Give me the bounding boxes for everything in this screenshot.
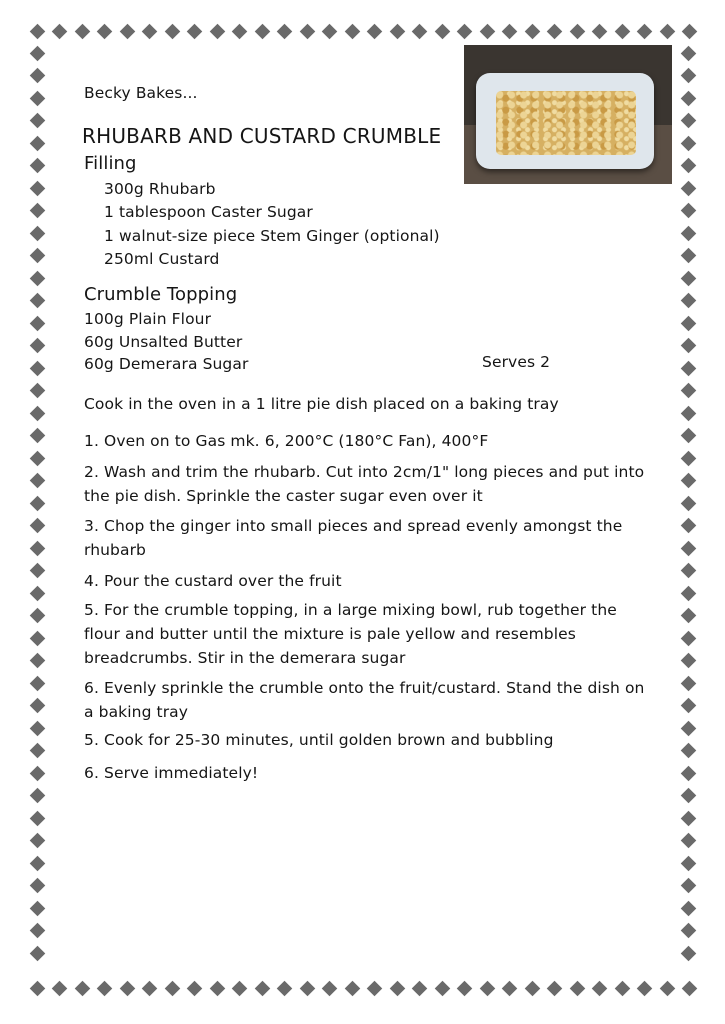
border-diamond [680, 810, 696, 826]
border-diamond [680, 293, 696, 309]
border-diamond [29, 630, 45, 646]
border-diamond [29, 293, 45, 309]
border-diamond [680, 45, 696, 61]
border-diamond [547, 23, 563, 39]
border-diamond [29, 225, 45, 241]
border-diamond [29, 23, 45, 39]
border-diamond [29, 980, 45, 996]
border-diamond [29, 68, 45, 84]
border-diamond [680, 900, 696, 916]
border-diamond [680, 383, 696, 399]
border-diamond [29, 338, 45, 354]
border-diamond [29, 698, 45, 714]
border-diamond [299, 980, 315, 996]
step-7: 5. Cook for 25-30 minutes, until golden brown and bubbling [84, 731, 554, 749]
step-4: 4. Pour the custard over the fruit [84, 572, 342, 590]
border-diamond [637, 23, 653, 39]
border-diamond [680, 405, 696, 421]
border-diamond [29, 900, 45, 916]
border-diamond [29, 608, 45, 624]
border-diamond [29, 788, 45, 804]
border-diamond [29, 765, 45, 781]
border-diamond [232, 980, 248, 996]
border-diamond [29, 878, 45, 894]
step-8: 6. Serve immediately! [84, 764, 259, 782]
border-diamond [29, 585, 45, 601]
border-diamond [97, 23, 113, 39]
border-diamond [434, 23, 450, 39]
border-diamond [680, 248, 696, 264]
border-diamond [29, 113, 45, 129]
crumble-photo [464, 45, 672, 184]
border-diamond [614, 23, 630, 39]
border-diamond [74, 23, 90, 39]
border-diamond [680, 698, 696, 714]
border-diamond [344, 980, 360, 996]
border-diamond [97, 980, 113, 996]
border-diamond [29, 945, 45, 961]
filling-item: 1 tablespoon Caster Sugar [104, 203, 313, 221]
border-diamond [29, 315, 45, 331]
intro-text: Cook in the oven in a 1 litre pie dish placed on a baking tray [84, 395, 559, 413]
border-diamond [74, 980, 90, 996]
border-diamond [680, 518, 696, 534]
border-diamond [232, 23, 248, 39]
border-diamond [680, 225, 696, 241]
border-diamond [680, 563, 696, 579]
border-diamond [209, 23, 225, 39]
border-diamond [412, 980, 428, 996]
filling-item: 1 walnut-size piece Stem Ginger (optional) [104, 227, 440, 245]
border-diamond [29, 270, 45, 286]
border-diamond [592, 23, 608, 39]
border-diamond [680, 923, 696, 939]
border-diamond [29, 203, 45, 219]
border-diamond [569, 980, 585, 996]
border-diamond [52, 980, 68, 996]
border-diamond [614, 980, 630, 996]
border-diamond [29, 135, 45, 151]
border-diamond [29, 743, 45, 759]
border-diamond [680, 180, 696, 196]
filling-item: 300g Rhubarb [104, 180, 216, 198]
border-diamond [680, 945, 696, 961]
border-diamond [680, 540, 696, 556]
brand-title: Becky Bakes... [84, 84, 198, 102]
border-diamond [680, 158, 696, 174]
border-diamond [52, 23, 68, 39]
border-diamond [682, 980, 698, 996]
border-diamond [29, 90, 45, 106]
border-diamond [680, 68, 696, 84]
step-5: 5. For the crumble topping, in a large mixing bowl, rub together the flour and butter until the mixture is pale yellow and resembles breadcrumbs. Stir in the demerara sugar [84, 601, 617, 667]
border-diamond [680, 113, 696, 129]
border-diamond [164, 23, 180, 39]
border-diamond [524, 980, 540, 996]
serves-count: Serves 2 [482, 353, 551, 371]
border-diamond [680, 495, 696, 511]
border-diamond [680, 743, 696, 759]
border-diamond [569, 23, 585, 39]
border-diamond [680, 203, 696, 219]
border-diamond [29, 653, 45, 669]
border-diamond [29, 675, 45, 691]
border-diamond [680, 473, 696, 489]
border-diamond [389, 23, 405, 39]
border-diamond [119, 23, 135, 39]
border-diamond [29, 473, 45, 489]
border-diamond [680, 653, 696, 669]
border-diamond [29, 405, 45, 421]
border-diamond [547, 980, 563, 996]
border-diamond [659, 23, 675, 39]
border-diamond [680, 450, 696, 466]
border-diamond [389, 980, 405, 996]
border-diamond [187, 980, 203, 996]
border-diamond [29, 495, 45, 511]
border-diamond [367, 23, 383, 39]
border-diamond [29, 248, 45, 264]
border-diamond [682, 23, 698, 39]
border-diamond [412, 23, 428, 39]
border-diamond [502, 23, 518, 39]
border-diamond [680, 270, 696, 286]
border-diamond [680, 135, 696, 151]
border-diamond [680, 360, 696, 376]
border-diamond [29, 855, 45, 871]
border-diamond [29, 720, 45, 736]
border-diamond [680, 630, 696, 646]
border-diamond [502, 980, 518, 996]
border-diamond [367, 980, 383, 996]
border-diamond [277, 23, 293, 39]
border-diamond [29, 383, 45, 399]
border-diamond [29, 518, 45, 534]
filling-heading: Filling [84, 153, 137, 174]
border-diamond [164, 980, 180, 996]
border-diamond [29, 45, 45, 61]
border-diamond [680, 338, 696, 354]
border-diamond [680, 720, 696, 736]
border-diamond [479, 980, 495, 996]
border-diamond [142, 980, 158, 996]
border-diamond [479, 23, 495, 39]
step-6: 6. Evenly sprinkle the crumble onto the fruit/custard. Stand the dish on a baking tray [84, 679, 645, 721]
border-diamond [457, 23, 473, 39]
topping-item: 60g Demerara Sugar [84, 355, 249, 373]
border-diamond [680, 855, 696, 871]
topping-item: 100g Plain Flour [84, 310, 212, 328]
border-diamond [29, 563, 45, 579]
border-diamond [680, 428, 696, 444]
border-diamond [29, 450, 45, 466]
recipe-title: RHUBARB AND CUSTARD CRUMBLE [82, 124, 442, 148]
border-diamond [209, 980, 225, 996]
border-diamond [187, 23, 203, 39]
border-diamond [299, 23, 315, 39]
border-diamond [680, 608, 696, 624]
border-diamond [680, 788, 696, 804]
border-diamond [680, 315, 696, 331]
border-diamond [680, 878, 696, 894]
crumble-topping-image [496, 91, 636, 155]
border-diamond [142, 23, 158, 39]
topping-item: 60g Unsalted Butter [84, 333, 243, 351]
border-diamond [29, 158, 45, 174]
border-diamond [29, 360, 45, 376]
border-diamond [29, 180, 45, 196]
step-3: 3. Chop the ginger into small pieces and spread evenly amongst the rhubarb [84, 517, 623, 559]
border-diamond [524, 23, 540, 39]
border-diamond [254, 23, 270, 39]
topping-heading: Crumble Topping [84, 284, 238, 305]
border-diamond [29, 923, 45, 939]
border-diamond [659, 980, 675, 996]
border-diamond [637, 980, 653, 996]
border-diamond [434, 980, 450, 996]
border-diamond [29, 810, 45, 826]
border-diamond [29, 428, 45, 444]
step-1: 1. Oven on to Gas mk. 6, 200°C (180°C Fan), 400°F [84, 432, 489, 450]
border-diamond [322, 23, 338, 39]
border-diamond [119, 980, 135, 996]
border-diamond [254, 980, 270, 996]
border-diamond [680, 90, 696, 106]
border-diamond [680, 833, 696, 849]
border-diamond [680, 585, 696, 601]
border-diamond [344, 23, 360, 39]
border-diamond [457, 980, 473, 996]
border-diamond [29, 833, 45, 849]
step-2: 2. Wash and trim the rhubarb. Cut into 2cm/1" long pieces and put into the pie dish. Sprinkle the caster sugar even over it [84, 463, 645, 505]
border-diamond [277, 980, 293, 996]
border-diamond [680, 675, 696, 691]
border-diamond [322, 980, 338, 996]
filling-item: 250ml Custard [104, 250, 220, 268]
border-diamond [680, 765, 696, 781]
border-diamond [29, 540, 45, 556]
border-diamond [592, 980, 608, 996]
